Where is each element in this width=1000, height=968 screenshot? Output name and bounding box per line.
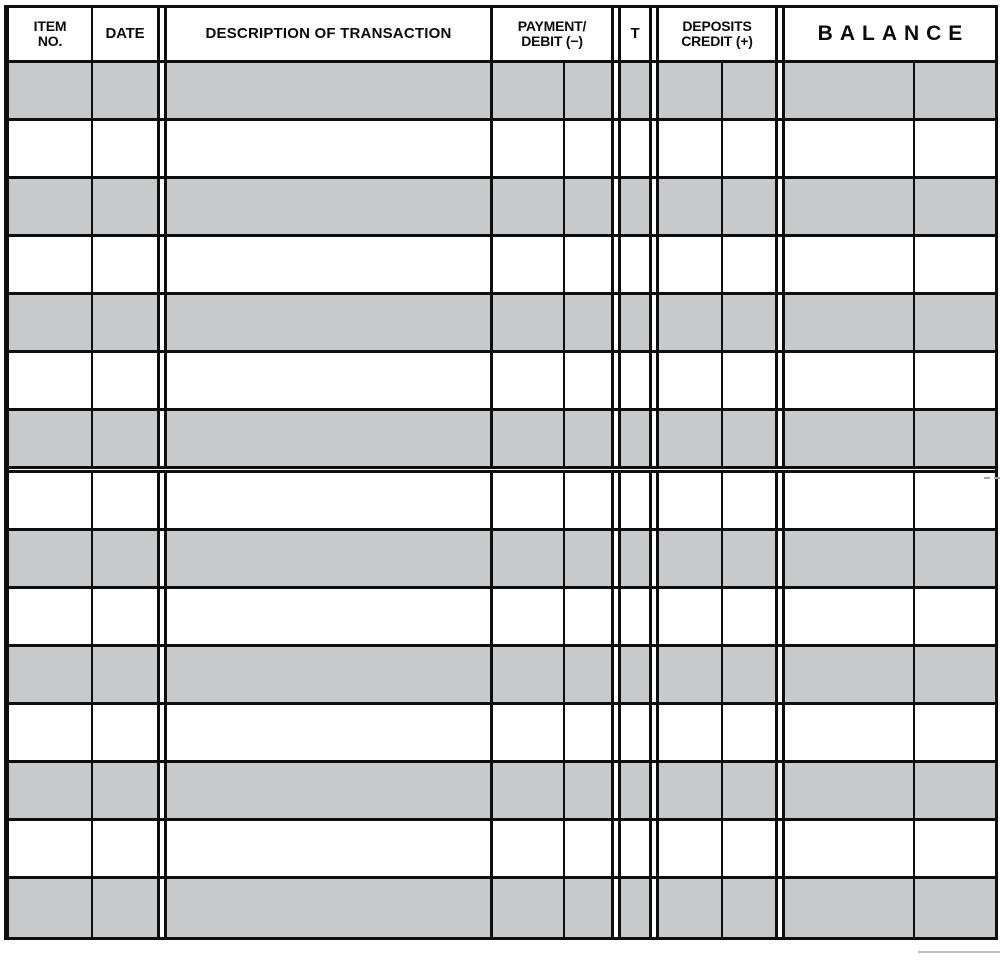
register-row bbox=[9, 295, 995, 353]
deposit-dollars-cell[interactable] bbox=[659, 63, 723, 118]
deposit-dollars-cell[interactable] bbox=[659, 353, 723, 408]
payment-dollars-cell[interactable] bbox=[493, 763, 565, 818]
column-divider bbox=[611, 411, 621, 466]
transaction-cleared-cell[interactable] bbox=[621, 63, 649, 118]
description-cell[interactable] bbox=[167, 411, 493, 466]
transaction-register-table bbox=[4, 5, 998, 940]
column-divider bbox=[649, 8, 659, 60]
register-row bbox=[9, 237, 995, 295]
column-divider bbox=[611, 647, 621, 702]
deposit-dollars-cell[interactable] bbox=[659, 411, 723, 466]
balance-dollars-cell[interactable] bbox=[785, 237, 915, 292]
deposit-cents-cell[interactable] bbox=[723, 647, 775, 702]
transaction-cleared-cell[interactable] bbox=[621, 647, 649, 702]
payment-cents-cell[interactable] bbox=[565, 295, 611, 350]
date-cell[interactable] bbox=[93, 647, 157, 702]
description-cell[interactable] bbox=[167, 63, 493, 118]
date-cell[interactable] bbox=[93, 821, 157, 876]
balance-dollars-cell[interactable] bbox=[785, 473, 915, 528]
header-description: DESCRIPTION OF TRANSACTION bbox=[167, 8, 493, 60]
date-cell[interactable] bbox=[93, 353, 157, 408]
column-divider bbox=[649, 473, 659, 528]
balance-dollars-cell[interactable] bbox=[785, 879, 915, 937]
column-divider bbox=[775, 295, 785, 350]
header-deposits-credit bbox=[659, 8, 775, 60]
deposit-cents-cell[interactable] bbox=[723, 821, 775, 876]
column-divider bbox=[611, 589, 621, 644]
balance-cents-cell[interactable] bbox=[915, 589, 995, 644]
payment-cents-cell[interactable] bbox=[565, 705, 611, 760]
deposit-dollars-cell[interactable] bbox=[659, 121, 723, 176]
balance-cents-cell[interactable] bbox=[915, 121, 995, 176]
item-no-cell[interactable] bbox=[9, 821, 93, 876]
date-cell[interactable] bbox=[93, 531, 157, 586]
payment-dollars-cell[interactable] bbox=[493, 589, 565, 644]
deposit-cents-cell[interactable] bbox=[723, 589, 775, 644]
column-divider bbox=[649, 295, 659, 350]
balance-dollars-cell[interactable] bbox=[785, 531, 915, 586]
payment-dollars-cell[interactable] bbox=[493, 121, 565, 176]
transaction-cleared-cell[interactable] bbox=[621, 353, 649, 408]
column-divider bbox=[611, 705, 621, 760]
balance-dollars-cell[interactable] bbox=[785, 179, 915, 234]
payment-dollars-cell[interactable] bbox=[493, 353, 565, 408]
register-rows bbox=[9, 63, 995, 937]
column-divider bbox=[649, 179, 659, 234]
register-header-row bbox=[9, 8, 995, 63]
payment-cents-cell[interactable] bbox=[565, 353, 611, 408]
deposit-cents-cell[interactable] bbox=[723, 473, 775, 528]
transaction-cleared-cell[interactable] bbox=[621, 763, 649, 818]
column-divider bbox=[775, 531, 785, 586]
balance-cents-cell[interactable] bbox=[915, 353, 995, 408]
balance-cents-cell[interactable] bbox=[915, 179, 995, 234]
column-divider bbox=[775, 237, 785, 292]
header-payment-line2: DEBIT (−) bbox=[521, 33, 583, 49]
payment-cents-cell[interactable] bbox=[565, 237, 611, 292]
deposit-dollars-cell[interactable] bbox=[659, 295, 723, 350]
deposit-dollars-cell[interactable] bbox=[659, 237, 723, 292]
header-item-no-line2: NO. bbox=[37, 33, 63, 49]
deposit-dollars-cell[interactable] bbox=[659, 705, 723, 760]
deposit-cents-cell[interactable] bbox=[723, 531, 775, 586]
column-divider bbox=[157, 121, 167, 176]
payment-cents-cell[interactable] bbox=[565, 473, 611, 528]
register-row bbox=[9, 121, 995, 179]
deposit-cents-cell[interactable] bbox=[723, 63, 775, 118]
payment-dollars-cell[interactable] bbox=[493, 237, 565, 292]
balance-cents-cell[interactable] bbox=[915, 237, 995, 292]
item-no-cell[interactable] bbox=[9, 121, 93, 176]
header-payment-debit bbox=[493, 8, 611, 60]
column-divider bbox=[775, 879, 785, 937]
description-cell[interactable] bbox=[167, 121, 493, 176]
payment-cents-cell[interactable] bbox=[565, 179, 611, 234]
column-divider bbox=[611, 821, 621, 876]
deposit-cents-cell[interactable] bbox=[723, 237, 775, 292]
column-divider bbox=[157, 8, 167, 60]
item-no-cell[interactable] bbox=[9, 353, 93, 408]
column-divider bbox=[157, 63, 167, 118]
item-no-cell[interactable] bbox=[9, 531, 93, 586]
transaction-cleared-cell[interactable] bbox=[621, 237, 649, 292]
column-divider bbox=[611, 531, 621, 586]
balance-cents-cell[interactable] bbox=[915, 821, 995, 876]
description-cell[interactable] bbox=[167, 647, 493, 702]
column-divider bbox=[611, 63, 621, 118]
column-divider bbox=[157, 411, 167, 466]
payment-cents-cell[interactable] bbox=[565, 647, 611, 702]
balance-cents-cell[interactable] bbox=[915, 647, 995, 702]
column-divider bbox=[775, 411, 785, 466]
description-cell[interactable] bbox=[167, 821, 493, 876]
column-divider bbox=[611, 763, 621, 818]
register-row bbox=[9, 647, 995, 705]
item-no-cell[interactable] bbox=[9, 879, 93, 937]
balance-cents-cell[interactable] bbox=[915, 411, 995, 466]
transaction-cleared-cell[interactable] bbox=[621, 121, 649, 176]
payment-dollars-cell[interactable] bbox=[493, 531, 565, 586]
balance-cents-cell[interactable] bbox=[915, 473, 995, 528]
transaction-cleared-cell[interactable] bbox=[621, 705, 649, 760]
column-divider bbox=[775, 8, 785, 60]
balance-cents-cell[interactable] bbox=[915, 879, 995, 937]
date-cell[interactable] bbox=[93, 121, 157, 176]
balance-cents-cell[interactable] bbox=[915, 763, 995, 818]
column-divider bbox=[775, 353, 785, 408]
item-no-cell[interactable] bbox=[9, 237, 93, 292]
date-cell[interactable] bbox=[93, 411, 157, 466]
item-no-cell[interactable] bbox=[9, 179, 93, 234]
column-divider bbox=[157, 705, 167, 760]
column-divider bbox=[649, 821, 659, 876]
deposit-dollars-cell[interactable] bbox=[659, 821, 723, 876]
deposit-dollars-cell[interactable] bbox=[659, 473, 723, 528]
header-item-no-line1: ITEM bbox=[33, 17, 67, 34]
column-divider bbox=[157, 763, 167, 818]
column-divider bbox=[157, 353, 167, 408]
payment-cents-cell[interactable] bbox=[565, 411, 611, 466]
deposit-dollars-cell[interactable] bbox=[659, 879, 723, 937]
description-cell[interactable] bbox=[167, 473, 493, 528]
column-divider bbox=[649, 589, 659, 644]
deposit-dollars-cell[interactable] bbox=[659, 531, 723, 586]
column-divider bbox=[157, 531, 167, 586]
balance-cents-cell[interactable] bbox=[915, 531, 995, 586]
column-divider bbox=[775, 589, 785, 644]
column-divider bbox=[611, 8, 621, 60]
column-divider bbox=[157, 821, 167, 876]
balance-dollars-cell[interactable] bbox=[785, 63, 915, 118]
column-divider bbox=[611, 295, 621, 350]
description-cell[interactable] bbox=[167, 705, 493, 760]
deposit-cents-cell[interactable] bbox=[723, 295, 775, 350]
deposit-cents-cell[interactable] bbox=[723, 705, 775, 760]
payment-dollars-cell[interactable] bbox=[493, 411, 565, 466]
date-cell[interactable] bbox=[93, 295, 157, 350]
column-divider bbox=[649, 763, 659, 818]
item-no-cell[interactable] bbox=[9, 589, 93, 644]
balance-dollars-cell[interactable] bbox=[785, 353, 915, 408]
balance-cents-cell[interactable] bbox=[915, 295, 995, 350]
header-t-column: T bbox=[630, 24, 640, 42]
payment-cents-cell[interactable] bbox=[565, 763, 611, 818]
header-balance: BALANCE bbox=[817, 22, 970, 46]
payment-cents-cell[interactable] bbox=[565, 879, 611, 937]
payment-dollars-cell[interactable] bbox=[493, 295, 565, 350]
column-divider bbox=[157, 473, 167, 528]
column-divider bbox=[649, 705, 659, 760]
item-no-cell[interactable] bbox=[9, 63, 93, 118]
column-divider bbox=[649, 237, 659, 292]
balance-dollars-cell[interactable] bbox=[785, 295, 915, 350]
date-cell[interactable] bbox=[93, 63, 157, 118]
balance-dollars-cell[interactable] bbox=[785, 821, 915, 876]
item-no-cell[interactable] bbox=[9, 295, 93, 350]
payment-dollars-cell[interactable] bbox=[493, 821, 565, 876]
transaction-cleared-cell[interactable] bbox=[621, 821, 649, 876]
description-cell[interactable] bbox=[167, 295, 493, 350]
transaction-cleared-cell[interactable] bbox=[621, 295, 649, 350]
description-cell[interactable] bbox=[167, 589, 493, 644]
balance-dollars-cell[interactable] bbox=[785, 647, 915, 702]
item-no-cell[interactable] bbox=[9, 763, 93, 818]
column-divider bbox=[649, 121, 659, 176]
transaction-cleared-cell[interactable] bbox=[621, 179, 649, 234]
column-divider bbox=[649, 353, 659, 408]
column-divider bbox=[649, 647, 659, 702]
column-divider bbox=[775, 705, 785, 760]
column-divider bbox=[157, 295, 167, 350]
column-divider bbox=[157, 879, 167, 937]
description-cell[interactable] bbox=[167, 179, 493, 234]
balance-dollars-cell[interactable] bbox=[785, 589, 915, 644]
description-cell[interactable] bbox=[167, 237, 493, 292]
item-no-cell[interactable] bbox=[9, 705, 93, 760]
register-row bbox=[9, 531, 995, 589]
column-divider bbox=[775, 763, 785, 818]
balance-dollars-cell[interactable] bbox=[785, 411, 915, 466]
date-cell[interactable] bbox=[93, 473, 157, 528]
deposit-cents-cell[interactable] bbox=[723, 179, 775, 234]
column-divider bbox=[157, 589, 167, 644]
register-row bbox=[9, 63, 995, 121]
date-cell[interactable] bbox=[93, 879, 157, 937]
page-edge-mark-top bbox=[984, 477, 1000, 479]
column-divider bbox=[649, 531, 659, 586]
column-divider bbox=[775, 63, 785, 118]
column-divider bbox=[775, 821, 785, 876]
description-cell[interactable] bbox=[167, 879, 493, 937]
column-divider bbox=[611, 879, 621, 937]
register-row bbox=[9, 589, 995, 647]
column-divider bbox=[649, 63, 659, 118]
balance-dollars-cell[interactable] bbox=[785, 705, 915, 760]
deposit-dollars-cell[interactable] bbox=[659, 179, 723, 234]
date-cell[interactable] bbox=[93, 705, 157, 760]
column-divider bbox=[611, 237, 621, 292]
register-row bbox=[9, 705, 995, 763]
payment-cents-cell[interactable] bbox=[565, 121, 611, 176]
column-divider bbox=[611, 473, 621, 528]
header-payment-line1: PAYMENT/ bbox=[517, 17, 587, 34]
date-cell[interactable] bbox=[93, 763, 157, 818]
transaction-cleared-cell[interactable] bbox=[621, 411, 649, 466]
deposit-dollars-cell[interactable] bbox=[659, 763, 723, 818]
transaction-cleared-cell[interactable] bbox=[621, 879, 649, 937]
register-row bbox=[9, 879, 995, 937]
column-divider bbox=[775, 647, 785, 702]
header-item-no bbox=[9, 8, 93, 60]
column-divider bbox=[611, 179, 621, 234]
deposit-cents-cell[interactable] bbox=[723, 763, 775, 818]
payment-cents-cell[interactable] bbox=[565, 589, 611, 644]
deposit-cents-cell[interactable] bbox=[723, 353, 775, 408]
date-cell[interactable] bbox=[93, 237, 157, 292]
description-cell[interactable] bbox=[167, 531, 493, 586]
balance-dollars-cell[interactable] bbox=[785, 763, 915, 818]
payment-dollars-cell[interactable] bbox=[493, 705, 565, 760]
description-cell[interactable] bbox=[167, 763, 493, 818]
payment-dollars-cell[interactable] bbox=[493, 179, 565, 234]
item-no-cell[interactable] bbox=[9, 411, 93, 466]
transaction-cleared-cell[interactable] bbox=[621, 589, 649, 644]
transaction-cleared-cell[interactable] bbox=[621, 531, 649, 586]
register-row bbox=[9, 763, 995, 821]
column-divider bbox=[611, 121, 621, 176]
payment-cents-cell[interactable] bbox=[565, 821, 611, 876]
item-no-cell[interactable] bbox=[9, 647, 93, 702]
transaction-cleared-cell[interactable] bbox=[621, 473, 649, 528]
item-no-cell[interactable] bbox=[9, 473, 93, 528]
register-row bbox=[9, 353, 995, 411]
register-row bbox=[9, 411, 995, 469]
page-edge-mark-bottom bbox=[918, 951, 1000, 953]
column-divider bbox=[157, 179, 167, 234]
payment-dollars-cell[interactable] bbox=[493, 647, 565, 702]
column-divider bbox=[775, 179, 785, 234]
payment-dollars-cell[interactable] bbox=[493, 63, 565, 118]
date-cell[interactable] bbox=[93, 179, 157, 234]
column-divider bbox=[649, 879, 659, 937]
deposit-cents-cell[interactable] bbox=[723, 121, 775, 176]
column-divider bbox=[157, 647, 167, 702]
column-divider bbox=[611, 353, 621, 408]
deposit-cents-cell[interactable] bbox=[723, 411, 775, 466]
balance-dollars-cell[interactable] bbox=[785, 121, 915, 176]
column-divider bbox=[775, 473, 785, 528]
header-deposits-line1: DEPOSITS bbox=[682, 17, 752, 34]
column-divider bbox=[157, 237, 167, 292]
header-deposits-line2: CREDIT (+) bbox=[681, 33, 753, 49]
column-divider bbox=[649, 411, 659, 466]
balance-cents-cell[interactable] bbox=[915, 63, 995, 118]
deposit-cents-cell[interactable] bbox=[723, 879, 775, 937]
register-row bbox=[9, 473, 995, 531]
header-date: DATE bbox=[105, 24, 145, 42]
column-divider bbox=[775, 121, 785, 176]
register-row bbox=[9, 821, 995, 879]
balance-cents-cell[interactable] bbox=[915, 705, 995, 760]
deposit-dollars-cell[interactable] bbox=[659, 589, 723, 644]
date-cell[interactable] bbox=[93, 589, 157, 644]
payment-cents-cell[interactable] bbox=[565, 531, 611, 586]
description-cell[interactable] bbox=[167, 353, 493, 408]
register-row bbox=[9, 179, 995, 237]
deposit-dollars-cell[interactable] bbox=[659, 647, 723, 702]
payment-dollars-cell[interactable] bbox=[493, 473, 565, 528]
payment-dollars-cell[interactable] bbox=[493, 879, 565, 937]
payment-cents-cell[interactable] bbox=[565, 63, 611, 118]
